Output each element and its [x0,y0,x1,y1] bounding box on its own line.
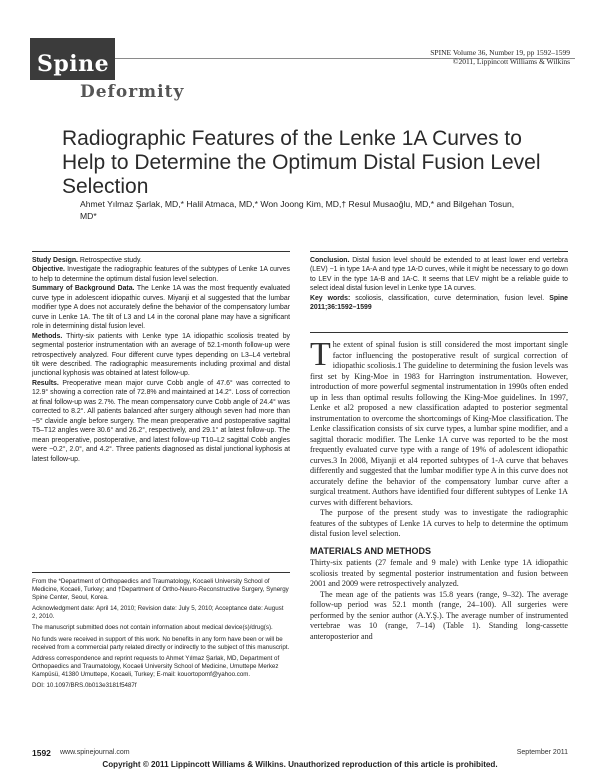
study-design-label: Study Design. [32,257,78,264]
conclusion-label: Conclusion. [310,257,350,264]
affiliation-correspondence: Address correspondence and reprint requests to Ahmet Yılmaz Şarlak, MD, Department of Orthopaedics and Traumatology, Kocaeli University School of Medicine, Umuttepe Merkez Kampüsü, 41380 Umuttepe, Kocaeli, Turkey; E-mail: kouortopomf@yahoo.com. [32,654,280,678]
affiliation-funds: No funds were received in support of this work. No benefits in any form have been or will be received from a commercial party related directly or indirectly to the subject of this manuscript. [32,635,290,651]
objective-text: Investigate the radiographic features of the subtypes of Lenke 1A curves to help to determine the optimum distal fusion level selection. [32,266,291,283]
conclusion-text: Distal fusion level should be extended to at least lower end vertebra (LEV) −1 in type 1A-A and type 1A-D curves, while it might be necessary to go down to LEV in the type 1A-B and 1A-C. It seems that LEV might be a reliable guide to select ideal distal fusion level in Lenke type 1A curves. [310,257,568,293]
affiliation-dates: Acknowledgment date: April 14, 2010; Revision date: July 5, 2010; Acceptance date: August 2, 2010. [32,605,284,621]
affiliation-from: From the *Department of Orthopaedics and Traumatology, Kocaeli University School of Medicine, Kocaeli, Turkey; and †Department of Ortho-Neuro-Reconstructive Surgery, Synergy Spine Center, Seoul, Korea. [32,578,289,602]
section-label-text: Deformity [80,82,185,102]
results-label: Results. [32,379,59,387]
abstract-left-column [32,256,290,464]
spine-reference: Spine 2011;36:1592–1599 [310,294,568,312]
intro-dropcap: T [310,336,331,373]
methods-paragraph-1: Thirty-six patients (27 female and 9 male) with Lenke type 1A idiopathic scoliosis treated by segmental posterior instrumentation and fusion between 2001 and 2009 were retrospectively analyzed. [310,558,568,588]
citation [430,48,570,66]
body-column [310,336,568,642]
article-title: Radiographic Features of the Lenke 1A Curves to Help to Determine the Optimum Distal Fusion Level Selection [62,127,541,198]
methods-heading: MATERIALS AND METHODS [310,545,431,556]
copyright-notice: Copyright © 2011 Lippincott Williams & Wilkins. Unauthorized reproduction of this article is prohibited. [102,760,498,769]
keywords-label: Key words: [310,294,351,302]
abstract-rule-left-top [32,251,290,252]
affiliation-devices: The manuscript submitted does not contain information about medical device(s)/drug(s). [32,624,273,632]
article-authors: Ahmet Yılmaz Şarlak, MD,* Halil Atmaca, MD,* Won Joong Kim, MD,† Resul Musaoğlu, MD,* and Bilgehan Tosun, MD* [80,199,515,221]
affiliation-doi: DOI: 10.1097/BRS.0b013e3181f5487f [32,682,137,690]
abstract-right-column [310,256,568,313]
background-label: Summary of Background Data. [32,285,135,293]
methods-paragraph-2: The mean age of the patients was 15.8 years (range, 9–32). The average follow-up period was 52.1 month (range, 24–100). All surgeries were performed by the senior author (A.Y.Ş.). The average number of instrumented vertebrae was 10 (range, 7–14) (Table 1). Standing long-cassette anteroposterior and [310,589,568,641]
page-number: 1592 [32,748,51,758]
section-label [80,82,184,102]
intro-paragraph-1: he extent of spinal fusion is still considered the most important single factor influencing the postoperative result of surgical correction of idiopathic scoliosis.1 The guideline to determining the fusion levels was first set by King-Moe in 1983 for Harrington instrumentation. However, introduction of more powerful segmental instrumentation in 1990s often ended up in less than optimal results following the King-Moe guidelines. In 1997, Lenke et al2 proposed a new classification adapted to posterior segmental instrumentation to overcome the shortcomings of King-Moe classification. The Lenke classification consists of six curve types, a lumbar spine modifier, and a sagittal thoracic modifier. The Lenke 1A curve was reported to be the most frequently evaluated curve type with a range of 19% of adolescent idiopathic curves.3 In 2008, Miyanji et al4 reported subtypes of 1-A curve that behaves differently and suggested that the lumbar modifier type A in this curve does not accurately define the behavior of the compensatory lumbar curve after a surgical treatment. Authors have identified four different subtypes of Lenke 1A curves with different behaviors. [310,340,568,507]
citation-line-1: SPINE Volume 36, Number 19, pp 1592–1599 [430,48,570,57]
issue-date: September 2011 [516,749,568,756]
abstract-rule-right-top [310,251,568,252]
abstract-rule-left-bottom [32,572,290,573]
background-text: The Lenke 1A was the most frequently evaluated curve type in adolescent idiopathic curves. Miyanji et al suggested that the lumbar modifier type A does not accurately define the behavior of the compensatory lumbar curve in Lenke 1A. The tilt of L3 and L4 in the coronal plane may have a significant role in determining distal fusion level. [32,285,291,331]
journal-logo: Spine [30,38,115,80]
methods-label: Methods. [32,332,63,340]
abstract-rule-right-bottom [310,332,568,333]
objective-label: Objective. [32,266,65,274]
results-text: Preoperative mean major curve Cobb angle of 47.6° was corrected to 12.9° showing a correction rate of 72.8% and maintained at 14.2°. Loss of correction at final follow-up was 2.7%. The mean compensatory curve Cobb angle of 24.4° was corrected to 8.2°. All patients balanced after surgery although seven had more than −5° clavicle angle before surgery. The mean preoperative and postoperative sagittal T5–T12 angles were 30.6° and 26.2°, respectively, and 29.1° at latest follow-up. The mean preoperative, postoperative, and latest follow-up T10–L2 sagittal Cobb angles were −0.2°, 2.0°, and 4.2°. Three patients diagnosed as distal junctional kyphosis at latest follow-up. [32,379,290,463]
citation-line-2: ©2011, Lippincott Williams & Wilkins [452,57,570,66]
study-design-text: Retrospective study. [79,257,142,264]
intro-paragraph-2: The purpose of the present study was to investigate the radiographic features of the subtypes of Lenke 1A curves to help to determine the optimum distal fusion level selection. [310,508,568,538]
journal-site: www.spinejournal.com [60,749,130,756]
keywords-text: scoliosis, classification, curve determination, fusion level. [355,294,545,302]
methods-text: Thirty-six patients with Lenke type 1A idiopathic scoliosis treated by segmental posterior instrumentation with an average of 52.1-month follow-up were retrospectively analyzed. Four different curve types depending on L3–L4 vertebral tilt were described. The radiographic measurements including proximal and distal junctional kyphosis was obtained at latest follow-up. [32,332,290,378]
affiliations-block [32,578,290,693]
